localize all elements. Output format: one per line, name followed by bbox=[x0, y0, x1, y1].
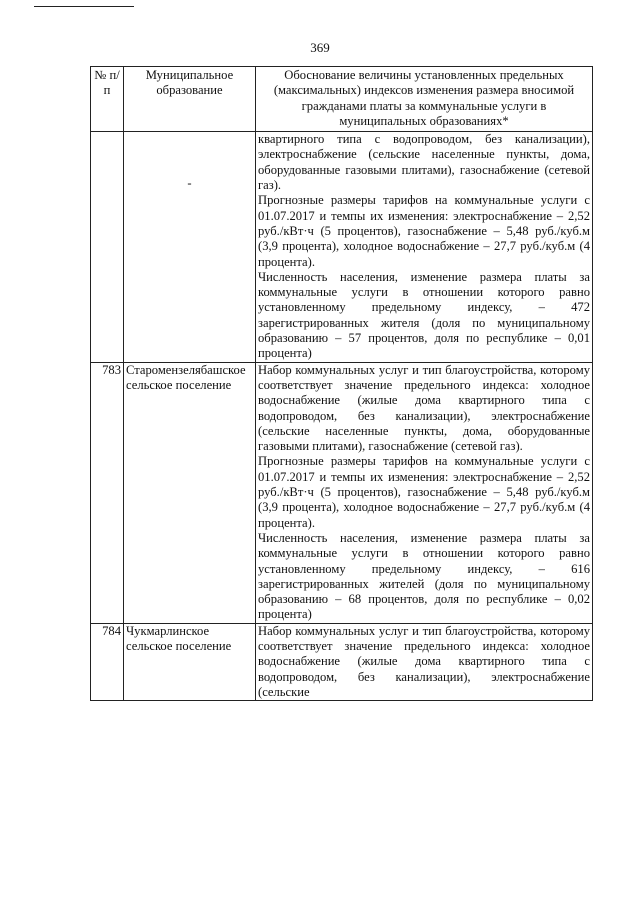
paragraph-population: Численность населения, изменение размера платы за коммунальные услуги в отношении которого равно установленному предельному индексу, – 616 зарегистрированных жителей (доля по муниципальному образованию – 68 процентов, доля по республике – 0,02 процента) bbox=[258, 530, 590, 622]
row-number: 783 bbox=[91, 362, 124, 623]
row-rationale bbox=[256, 623, 593, 700]
row-municipality: Старомензелябашское сельское поселение bbox=[124, 362, 256, 623]
table-row bbox=[91, 132, 593, 362]
row-municipality bbox=[124, 132, 256, 362]
paragraph-tariffs: Прогнозные размеры тарифов на коммунальные услуги с 01.07.2017 и темпы их изменения: электроснабжение – 2,52 руб./кВт·ч (5 процентов), газоснабжение – 5,48 руб./куб.м (3,9 процента), холодное водоснабжение – 27,7 руб./куб.м (4 процента). bbox=[258, 454, 590, 530]
row-number bbox=[91, 132, 124, 362]
header-number: № п/п bbox=[91, 67, 124, 132]
paragraph-population: Численность населения, изменение размера платы за коммунальные услуги в отношении которого равно установленному предельному индексу, – 472 зарегистрированных жителя (доля по муниципальному образованию – 57 процентов, доля по республике – 0,01 процента) bbox=[258, 269, 590, 361]
paragraph-amenities: Набор коммунальных услуг и тип благоустройства, которому соответствует значение предельного индекса: холодное водоснабжение (жилые дома квартирного типа с водопроводом, без канализации), электроснабжение (сельские bbox=[258, 623, 590, 699]
header-municipality: Муниципальное образование bbox=[124, 67, 256, 132]
header-rule bbox=[34, 6, 134, 7]
row-rationale bbox=[256, 362, 593, 623]
row-number: 784 bbox=[91, 623, 124, 700]
continuation-mark: - bbox=[187, 176, 192, 191]
row-rationale bbox=[256, 132, 593, 362]
paragraph-tariffs: Прогнозные размеры тарифов на коммунальные услуги с 01.07.2017 и темпы их изменения: электроснабжение – 2,52 руб./кВт·ч (5 процентов), газоснабжение – 5,48 руб./куб.м (3,9 процента), холодное водоснабжение – 27,7 руб./куб.м (4 процента). bbox=[258, 193, 590, 269]
table-row bbox=[91, 623, 593, 700]
header-rationale: Обоснование величины установленных предельных (максимальных) индексов изменения размера вносимой гражданами платы за коммунальные услуги в муниципальных образованиях* bbox=[256, 67, 593, 132]
row-municipality: Чукмарлинское сельское поселение bbox=[124, 623, 256, 700]
table-header-row bbox=[91, 67, 593, 132]
paragraph-amenities: Набор коммунальных услуг и тип благоустройства, которому соответствует значение предельного индекса: холодное водоснабжение (жилые дома квартирного типа с водопроводом, без канализации), электроснабжение (сельские населенные пункты, дома, оборудованные газовыми плитами), газоснабжение (сетевой газ). bbox=[258, 362, 590, 454]
paragraph-amenities: квартирного типа с водопроводом, без канализации), электроснабжение (сельские населенные пункты, дома, оборудованные газовыми плитами), газоснабжение (сетевой газ). bbox=[258, 132, 590, 193]
page-number: 369 bbox=[310, 40, 330, 55]
table-row bbox=[91, 362, 593, 623]
tariff-index-table bbox=[90, 66, 593, 701]
